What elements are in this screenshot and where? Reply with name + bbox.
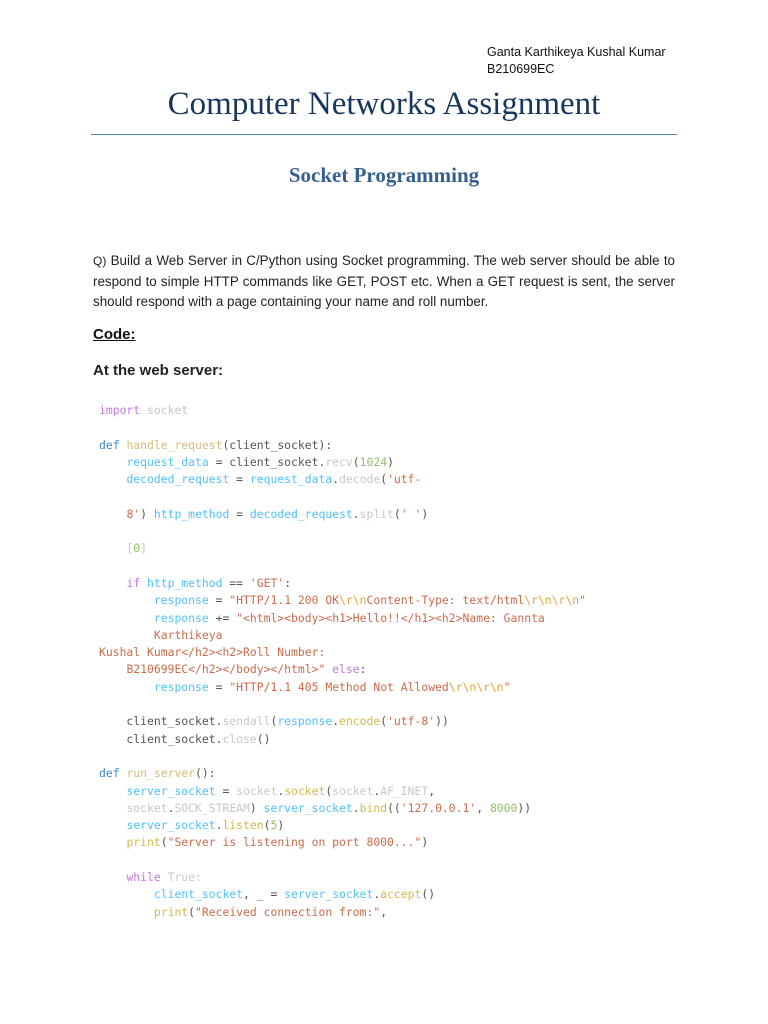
code-token: response (153, 593, 209, 608)
code-token: = (229, 472, 250, 487)
code-token: . (167, 800, 175, 815)
code-token: print (126, 835, 161, 850)
code-token: "Server is listening on port 8000..." (167, 835, 422, 850)
code-token: server_socket (126, 818, 216, 833)
code-token: ) (249, 800, 264, 815)
code-line (99, 800, 739, 817)
code-token (99, 905, 154, 919)
code-token: def (99, 437, 120, 452)
code-token (99, 611, 154, 625)
document-subtitle: Socket Programming (288, 163, 480, 187)
code-token: client_socket. (99, 731, 223, 746)
code-token: ( (380, 714, 388, 729)
code-token (99, 835, 126, 849)
code-token (99, 680, 154, 694)
code-line (99, 696, 739, 713)
code-line (99, 471, 739, 488)
code-token: (client_socket): (222, 437, 333, 452)
author-block (487, 44, 666, 78)
question-text: Build a Web Server in C/Python using Socket programming. The web server should be able to respond to simple HTTP commands like GET, POST etc. When a GET request is sent, the server should respond with a page containing your name and roll number. (93, 253, 675, 309)
code-line (99, 886, 739, 903)
code-line (99, 817, 739, 834)
code-token: ( (188, 904, 196, 919)
code-token (99, 472, 126, 486)
author-name: Ganta Karthikeya Kushal Kumar (487, 45, 666, 59)
code-token: AF_INET (380, 783, 429, 798)
code-token: server_socket (284, 887, 374, 902)
code-token: . (352, 800, 360, 815)
code-token: server_socket (263, 800, 353, 815)
code-token: close (222, 731, 257, 746)
code-token: (( (387, 800, 401, 815)
code-token: ( (325, 783, 333, 798)
code-token: Content-Type: text/html (366, 593, 525, 608)
code-token: . (373, 783, 381, 798)
code-token: ( (270, 714, 278, 729)
code-token: : (284, 575, 292, 590)
code-token (99, 593, 154, 607)
code-line (99, 869, 739, 886)
code-token: . (332, 714, 340, 729)
code-token: run_server (126, 766, 196, 781)
code-line (99, 904, 739, 921)
code-token: 5 (270, 818, 278, 833)
code-line (99, 592, 739, 609)
code-line (99, 506, 739, 523)
code-token: B210699EC</h2></body></html>" (126, 662, 326, 677)
code-token: decoded_request (126, 472, 230, 487)
code-token: request_data (249, 472, 333, 487)
code-line (99, 661, 739, 678)
code-token: 8000 (489, 800, 518, 815)
code-line (99, 419, 739, 436)
code-token: print (153, 904, 189, 919)
code-token: request_data (126, 454, 209, 469)
code-line (99, 523, 739, 540)
code-block (99, 402, 739, 921)
code-token: = client_socket. (208, 454, 326, 469)
code-token: True: (160, 870, 202, 885)
code-line (99, 765, 739, 782)
code-token: "<html><body><h1>Hello!!</h1><h2>Name: Gannta (236, 610, 545, 625)
code-token: accept (380, 887, 422, 902)
code-token: ) (421, 835, 429, 850)
code-token: [ (99, 541, 134, 556)
code-token: " (579, 593, 586, 608)
code-token: http_method (153, 506, 230, 521)
code-token: handle_request (126, 437, 223, 452)
code-token: 0 (133, 541, 141, 556)
code-token: == (222, 575, 250, 590)
code-token: import (99, 403, 141, 417)
code-token: \r\n\r\n (448, 679, 504, 694)
code-line (99, 558, 739, 575)
document-title: Computer Networks Assignment (167, 86, 601, 122)
code-line (99, 575, 739, 592)
code-line (99, 644, 739, 661)
code-token: = (215, 783, 237, 798)
code-token: listen (222, 818, 264, 833)
code-line (99, 437, 739, 454)
code-line (99, 731, 739, 748)
code-token: client_socket. (99, 714, 223, 729)
code-line (99, 488, 739, 505)
code-token: client_socket (153, 887, 244, 902)
code-token: sendall (222, 714, 271, 729)
code-token: SOCK_STREAM (174, 800, 250, 815)
code-token: server_socket (126, 783, 216, 798)
code-line (99, 783, 739, 800)
code-token (99, 662, 126, 676)
code-token (99, 818, 126, 832)
code-token: = (229, 506, 250, 521)
code-token: . (332, 472, 340, 487)
code-token: " (503, 679, 511, 694)
code-line (99, 834, 739, 851)
code-token: () (421, 887, 436, 902)
code-token: if (126, 575, 141, 590)
code-line (99, 540, 739, 557)
code-token: ] (140, 541, 148, 556)
code-token: response (153, 610, 209, 625)
code-token (99, 455, 126, 469)
code-token: bind (359, 800, 388, 815)
question-label: Q) (93, 254, 107, 268)
code-token: ( (380, 472, 388, 487)
code-token: . (277, 783, 285, 798)
code-token: 1024 (359, 454, 388, 469)
code-line (99, 610, 739, 627)
code-token: . (352, 506, 360, 521)
code-line (99, 852, 739, 869)
code-token: response (153, 679, 209, 694)
code-token: (): (195, 766, 216, 781)
author-roll: B210699EC (487, 62, 555, 76)
code-token (99, 784, 126, 798)
code-token: Kushal Kumar</h2><h2>Roll Number: (99, 645, 326, 660)
code-token: . (215, 818, 223, 833)
code-token: ( (352, 454, 360, 469)
code-token (99, 887, 154, 901)
code-line (99, 454, 739, 471)
code-token: )) (435, 714, 449, 729)
code-token: ( (393, 506, 401, 521)
code-token: 'utf- (387, 472, 422, 487)
code-token: : (359, 662, 367, 677)
server-heading: At the web server: (93, 362, 224, 379)
code-token: split (359, 506, 394, 521)
code-token: decoded_request (249, 506, 353, 521)
code-token: socket (140, 403, 189, 417)
code-token: ) (387, 454, 394, 469)
code-token: "HTTP/1.1 405 Method Not Allowed (229, 679, 449, 694)
code-token: socket (332, 783, 374, 798)
code-token: socket (236, 783, 278, 798)
code-token: else (332, 662, 360, 677)
code-token: () (256, 731, 271, 746)
code-token: '127.0.0.1' (400, 800, 477, 815)
code-token (99, 576, 126, 590)
code-token: += (208, 610, 237, 625)
code-token: ) (277, 818, 285, 833)
code-line (99, 627, 739, 644)
code-token: ) (421, 506, 429, 521)
code-token: "HTTP/1.1 200 OK (229, 593, 340, 608)
code-token: def (99, 766, 120, 781)
code-token: ) (140, 506, 154, 521)
code-token: ( (160, 835, 168, 850)
code-token: \r\n\r\n (524, 593, 580, 608)
question-paragraph (93, 251, 675, 313)
code-token: , (428, 783, 436, 798)
code-token: while (126, 870, 161, 885)
code-token: 8' (126, 506, 141, 521)
code-token: )) (517, 800, 532, 815)
code-line (99, 713, 739, 730)
code-token: , (476, 800, 490, 815)
code-token: socket (126, 800, 168, 815)
code-token: = (208, 679, 230, 694)
code-token: = (208, 593, 230, 608)
code-line (99, 679, 739, 696)
code-token: "Received connection from:" (195, 904, 381, 919)
code-token (99, 801, 126, 815)
code-token (99, 870, 126, 884)
code-token: , (380, 904, 388, 919)
code-token: . (373, 887, 381, 902)
code-line (99, 748, 739, 765)
code-heading: Code: (93, 326, 136, 343)
code-line (99, 402, 739, 419)
code-token: encode (339, 714, 381, 729)
code-token: , _ = (243, 887, 285, 902)
code-token: ( (263, 818, 271, 833)
code-token: recv (325, 454, 353, 469)
code-token: response (277, 714, 333, 729)
code-token: 'GET' (249, 575, 285, 590)
code-token (99, 507, 126, 521)
title-underline (91, 134, 677, 135)
code-token (140, 576, 147, 590)
code-token: ' ' (400, 506, 422, 521)
code-token: 'utf-8' (387, 714, 436, 729)
code-token: http_method (147, 575, 223, 590)
code-token: \r\n (339, 593, 367, 608)
code-token: Karthikeya (153, 627, 223, 642)
code-token (99, 628, 154, 642)
code-token: decode (339, 472, 381, 487)
code-token: socket (284, 783, 326, 798)
